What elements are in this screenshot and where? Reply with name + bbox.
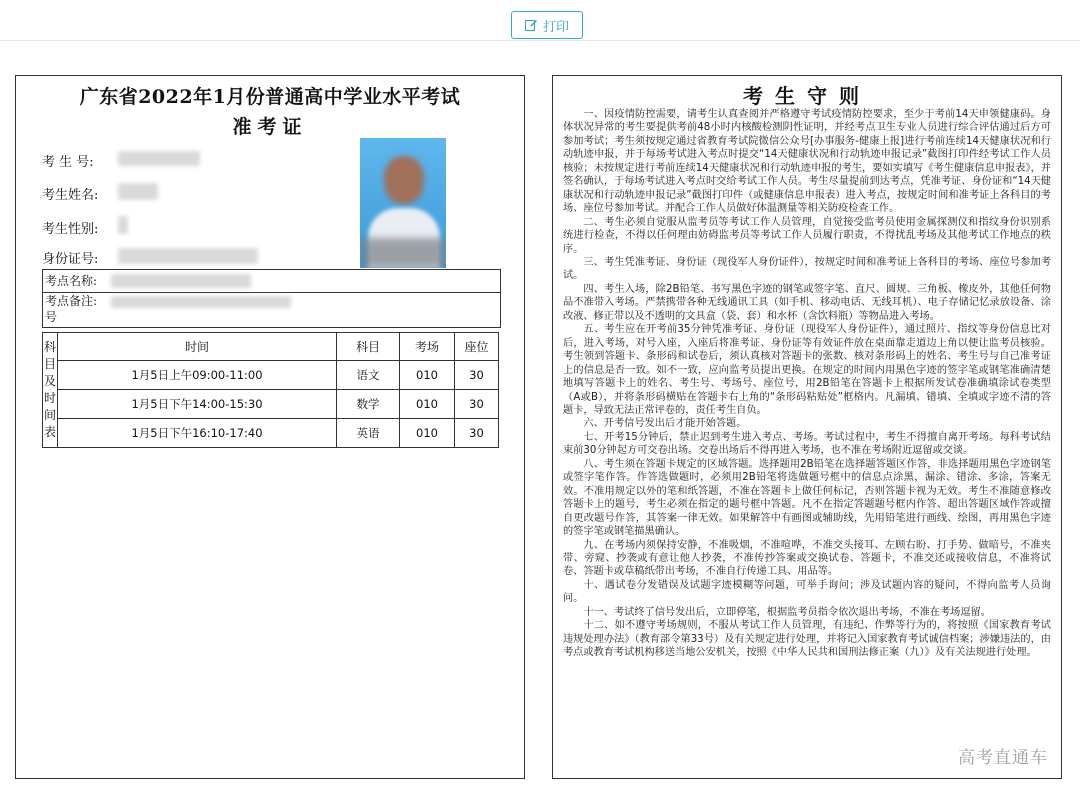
- name-field: [42, 184, 112, 203]
- gender-redacted: [118, 216, 128, 234]
- header-seat: 座位: [455, 333, 499, 361]
- site-note-redacted: [111, 296, 291, 308]
- id-number-label: 身份证号:: [42, 252, 99, 267]
- row-subject: 语文: [337, 361, 400, 390]
- header-subject: 科目: [337, 333, 400, 361]
- rule-paragraph: 十二、如不遵守考场规则，不服从考试工作人员管理，有违纪、作弊等行为的，将按照《国家教育考试违规处理办法》（教育部令第33号）及有关规定进行处理，并将记入国家教育考试诚信档案；涉嫌违法的，由考点或教育考试机构移送当地公安机关，按照《中华人民共和国刑法修正案（九）》及有关法规进行处理。: [563, 620, 1051, 659]
- ticket-title: 广东省2022年1月份普通高中学业水平考试: [79, 86, 461, 108]
- site-name-label: 考点名称:: [45, 274, 98, 288]
- row-room: 010: [400, 361, 455, 390]
- candidate-photo: [360, 138, 446, 268]
- rule-paragraph: 七、开考15分钟后，禁止迟到考生进入考点、考场。考试过程中，考生不得擅自离开考场。每科考试结束前30分钟起方可交卷出场。交卷出场后不得再进入考场，也不准在考场附近逗留或交谈。: [563, 431, 1051, 457]
- exam-number-redacted: [118, 151, 200, 166]
- print-button-label: 打印: [542, 18, 569, 34]
- name-label: 考生姓名:: [42, 188, 99, 203]
- id-number-field: [42, 248, 112, 267]
- table-row: [43, 390, 499, 419]
- row-seat: 30: [455, 361, 499, 390]
- row-subject: 数学: [337, 390, 400, 419]
- gender-field: [42, 218, 112, 237]
- rule-paragraph: 八、考生须在答题卡规定的区域答题。选择题用2B铅笔在选择题答题区作答，非选择题用黑色字迹钢笔或签字笔作答。作答选做题时，必须用2B铅笔将选做题号框中的信息点涂黑，漏涂、错涂、多涂，答案无效。不准用规定以外的笔和纸答题，不准在答题卡上做任何标记，否则答题卡视为无效。考生不准随意修改答题卡上的题号，考生必须在指定的题号框中答题。凡不在指定答题题号框内作答、超出答题区域作答或擅自更改题号作答，其答案一律无效。如果解答中有画图或辅助线，先用铅笔进行画线、绘图，再用黑色字迹的签字笔或钢笔描黑确认。: [563, 458, 1051, 538]
- rule-paragraph: 三、考生凭准考证、身份证（现役军人身份证件），按规定时间和准考证上各科目的考场、座位号参加考试。: [563, 256, 1051, 282]
- table-row: [43, 361, 499, 390]
- print-button[interactable]: [511, 11, 583, 39]
- rule-paragraph: 二、考生必须自觉服从监考员等考试工作人员管理，自觉接受监考员使用金属探测仪和指纹身份识别系统进行检查，不得以任何理由妨碍监考员等考试工作人员履行职责，不得扰乱考场及其他考试工作地点的秩序。: [563, 216, 1051, 255]
- row-time: 1月5日上午09:00-11:00: [58, 361, 337, 390]
- top-toolbar: [0, 0, 1080, 41]
- row-seat: 30: [455, 419, 499, 448]
- exam-number-field: [42, 151, 112, 170]
- row-time: 1月5日下午14:00-15:30: [58, 390, 337, 419]
- edit-icon: [525, 19, 537, 31]
- site-name-redacted: [111, 274, 251, 288]
- rule-paragraph: 十一、考试终了信号发出后，立即停笔，根据监考员指令依次退出考场，不准在考场逗留。: [583, 606, 991, 618]
- row-time: 1月5日下午16:10-17:40: [58, 419, 337, 448]
- rule-paragraph: 四、考生入场，除2B铅笔、书写黑色字迹的钢笔或签字笔、直尺、圆规、三角板、橡皮外，其他任何物品不准带入考场。严禁携带各种无线通讯工具（如手机、移动电话、无线耳机）、电子存储记忆录放设备、涂改液、修正带以及不透明的文具盒（袋、套）和水杯（含饮料瓶）等物品进入考场。: [563, 283, 1051, 322]
- rule-paragraph: 五、考生应在开考前35分钟凭准考证、身份证（现役军人身份证件），通过照片、指纹等身份信息比对后，进入考场，对号入座，入座后将准考证、身份证等有效证件放在桌面靠走道边上角以便让监考员核验。考生领到答题卡、条形码和试卷后，须认真核对答题卡的张数、核对条形码上的姓名、考生号与自己准考证上的信息是否一致。如不一致，应向监考员提出更换。在规定的时间内用黑色字迹的签字笔或钢笔准确清楚地填写答题卡上的姓名、考生号、考场号、座位号，用2B铅笔在答题卡上根据所发试卷准确填涂试卷类型（A或B），并将条形码横贴在答题卡右上角的“条形码粘贴处”框格内。凡漏填、错填、全填或字迹不清的答题卡，导致无法正常评卷的，责任考生自负。: [563, 324, 1051, 416]
- rule-paragraph: 一、因疫情防控需要，请考生认真查阅并严格遵守考试疫情防控要求，至少于考前14天申领健康码。身体状况异常的考生要提供考前48小时内核酸检测阴性证明，并经考点卫生专业人员进行综合评估通过后方可参加考试；考生须按规定通过省教育考试院微信公众号[办事服务-健康上报]进行考前连续14天健康状况和行动轨迹申报，并于每场考试进入考点时提交“14天健康状况和行动轨迹申报记录”截图打印件经考试工作人员核验；未按规定进行考前连续14天健康状况和行动轨迹申报的考生，要如实填写《考生健康信息申报表》，并签名确认，于每场考试进入考点时交给考试工作人员。考生尽量提前到达考点，凭准考证、身份证和“14天健康状况和行动轨迹申报记录”截图打印件（或健康信息申报表）进入考点，按规定时间和准考证上各科目的考场、座位号参加考试。并配合工作人员做好体温测量等相关防疫检查工作。: [563, 109, 1051, 215]
- table-row: [43, 419, 499, 448]
- rule-paragraph: 十、遇试卷分发错误及试题字迹模糊等问题，可举手询问；涉及试题内容的疑问，不得向监考人员询问。: [563, 579, 1051, 605]
- rule-paragraph: 六、开考信号发出后才能开始答题。: [583, 418, 747, 430]
- schedule-side-label: 科 目 及 时 间 表: [43, 333, 58, 448]
- site-note-suffix: 号: [45, 310, 58, 324]
- admission-ticket: [15, 75, 525, 779]
- header-room: 考场: [400, 333, 455, 361]
- row-room: 010: [400, 390, 455, 419]
- exam-number-label: 考 生 号:: [42, 155, 94, 170]
- exam-rules: [552, 75, 1062, 779]
- schedule-table: [42, 332, 499, 448]
- ticket-subtitle: 准考证: [232, 116, 308, 138]
- id-number-redacted: [118, 248, 258, 264]
- rule-paragraph: 九、在考场内须保持安静，不准吸烟，不准喧哗，不准交头接耳、左顾右盼、打手势、做暗号，不准夹带、旁窥、抄袭或有意让他人抄袭，不准传抄答案或交换试卷、答题卡，不准交还或接收信息，不准将试卷、答题卡或草稿纸带出考场，不准自行传递工具、用品等。: [563, 539, 1051, 578]
- name-redacted: [118, 183, 158, 200]
- gender-label: 考生性别:: [42, 222, 99, 237]
- row-subject: 英语: [337, 419, 400, 448]
- site-note-row: [43, 293, 500, 327]
- watermark: 高考直通车: [958, 748, 1048, 768]
- rules-title: 考生守则: [743, 84, 871, 108]
- exam-site-info: [42, 269, 501, 328]
- header-time: 时间: [58, 333, 337, 361]
- site-name-row: [43, 270, 500, 293]
- site-note-label: 考点备注:: [45, 294, 98, 308]
- row-room: 010: [400, 419, 455, 448]
- rules-body: [563, 108, 1051, 660]
- row-seat: 30: [455, 390, 499, 419]
